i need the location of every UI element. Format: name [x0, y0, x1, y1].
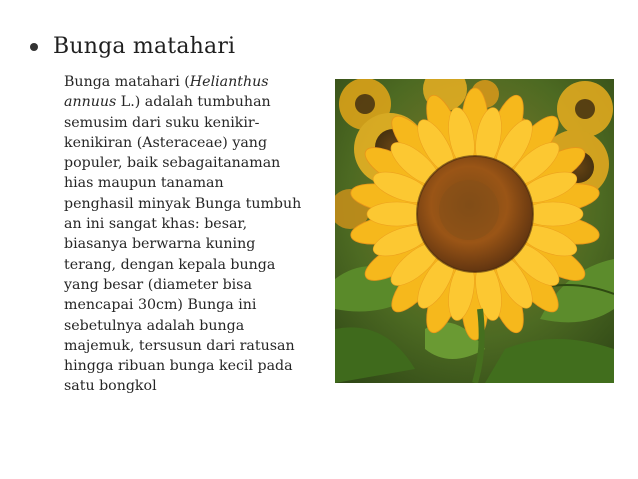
- paragraph-line: semusim dari suku kenikir-: [64, 114, 260, 131]
- paragraph-line: hias maupun tanaman: [64, 175, 224, 192]
- paragraph-line: hingga ribuan bunga kecil pada: [64, 358, 293, 375]
- paragraph-line: Bunga matahari (Helianthus: [64, 74, 269, 90]
- paragraph-line: sebetulnya adalah bunga: [64, 317, 245, 334]
- paragraph-line: satu bongkol: [64, 378, 157, 395]
- paragraph-line: annuus L.) adalah tumbuhan: [64, 94, 271, 111]
- sunflower-illustration: [335, 79, 614, 383]
- paragraph-line: kenikiran (Asteraceae) yang: [64, 134, 268, 151]
- paragraph-line: majemuk, tersusun dari ratusan: [64, 337, 295, 354]
- paragraph-line: terang, dengan kepala bunga: [64, 256, 276, 273]
- bullet-icon: [30, 43, 38, 51]
- paragraph-line: penghasil minyak Bunga tumbuh: [64, 195, 302, 212]
- paragraph-line: mencapai 30cm) Bunga ini: [64, 297, 257, 314]
- paragraph-line: yang besar (diameter bisa: [64, 276, 252, 293]
- slide-heading: Bunga matahari: [53, 34, 236, 59]
- sunflower-photo: [335, 79, 614, 383]
- paragraph-line: biasanya berwarna kuning: [64, 236, 256, 253]
- description-paragraph: [64, 72, 326, 397]
- paragraph-line: an ini sangat khas: besar,: [64, 216, 248, 233]
- bullet-heading: [30, 34, 235, 59]
- paragraph-line: populer, baik sebagaitanaman: [64, 155, 281, 172]
